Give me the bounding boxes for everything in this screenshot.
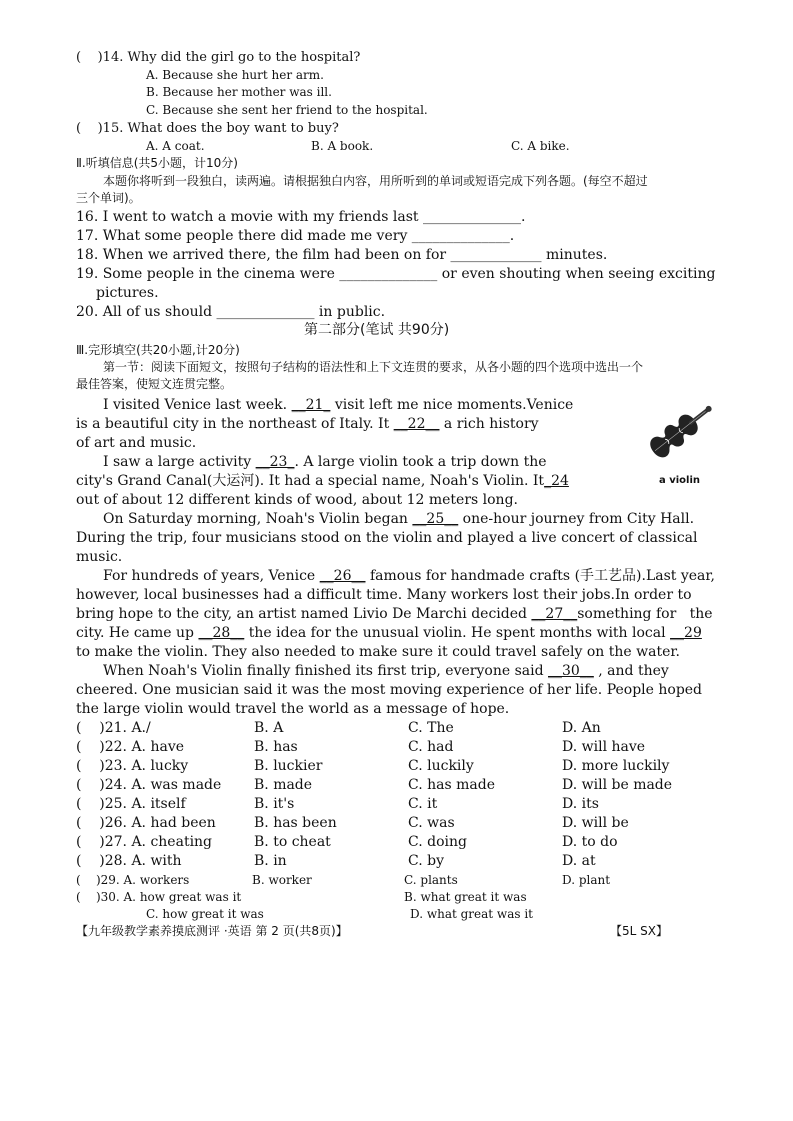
option-d: D. more luckily: [562, 758, 670, 774]
blank-25: __25__: [412, 511, 459, 527]
option-b: B. luckier: [254, 758, 323, 774]
passage-line: city's Grand Canal(大运河). It had a special name, Noah's Violin. It_24: [76, 473, 569, 489]
blank-26: __26__: [319, 568, 366, 584]
section-3-heading: Ⅲ.完形填空(共20小题,计20分): [76, 343, 240, 357]
option-d: D. will have: [562, 739, 646, 755]
option-b: B. A: [254, 720, 284, 736]
option-d: D. will be: [562, 815, 629, 831]
question-14-option-b: B. Because her mother was ill.: [146, 85, 332, 99]
passage-line: On Saturday morning, Noah's Violin began __25__ one-hour journey from City Hall.: [103, 511, 695, 527]
option-c: C. it: [408, 796, 438, 812]
passage-line: When Noah's Violin finally finished its first trip, everyone said __30__ , and they: [103, 663, 669, 679]
question-14-option-a: A. Because she hurt her arm.: [146, 68, 324, 82]
question-18: 18. When we arrived there, the film had been on for _____________ minutes.: [76, 247, 608, 263]
option-row-26: ( )26. A. had been: [76, 815, 216, 831]
option-row-22: ( )22. A. have: [76, 739, 185, 755]
option-row-21: ( )21. A./: [76, 720, 151, 736]
option-c: C. The: [408, 720, 454, 736]
section-2-instruction-cont: 三个单词)。: [76, 191, 141, 205]
passage-line: out of about 12 different kinds of wood, about 12 meters long.: [76, 492, 518, 508]
option-d: D. will be made: [562, 777, 673, 793]
option-b: B. has: [254, 739, 298, 755]
option-row-23: ( )23. A. lucky: [76, 758, 189, 774]
option-d: D. what great was it: [410, 907, 533, 921]
blank-22: __22__: [393, 416, 440, 432]
passage-line: During the trip, four musicians stood on the violin and played a live concert of classical: [76, 530, 698, 546]
option-row-24: ( )24. A. was made: [76, 777, 222, 793]
passage-line: is a beautiful city in the northeast of Italy. It __22__ a rich history: [76, 416, 539, 432]
option-row-27: ( )27. A. cheating: [76, 834, 213, 850]
blank-21: __21_: [291, 397, 331, 413]
footer-page-info: 【九年级教学素养摸底测评 ·英语 第 2 页(共8页)】: [76, 924, 348, 938]
footer-code: 【5L SX】: [610, 924, 668, 938]
violin-caption: a violin: [659, 475, 701, 486]
passage-line: bring hope to the city, an artist named Livio De Marchi decided __27__something for the: [76, 606, 713, 622]
passage-line: the large violin would travel the world as a message of hope.: [76, 701, 510, 717]
blank-23: __23_: [255, 454, 295, 470]
question-17: 17. What some people there did made me very ______________.: [76, 228, 515, 244]
question-20: 20. All of us should ______________ in public.: [76, 304, 386, 320]
question-16: 16. I went to watch a movie with my friends last ______________.: [76, 209, 526, 225]
section-2-instruction: 本题你将听到一段独白，读两遍。请根据独白内容，用所听到的单词或短语完成下列各题。(每空不超过: [103, 174, 648, 188]
option-d: D. at: [562, 853, 596, 869]
option-c: C. doing: [408, 834, 467, 850]
option-c: C. how great it was: [146, 907, 264, 921]
option-b: B. made: [254, 777, 313, 793]
passage-line: I visited Venice last week. __21_ visit left me nice moments.Venice: [103, 397, 574, 413]
violin-illustration: [628, 396, 720, 474]
part-2-title: 第二部分(笔试 共90分): [304, 322, 450, 338]
question-14-stem: ( )14. Why did the girl go to the hospital?: [76, 50, 361, 65]
blank-27: __27__: [531, 606, 578, 622]
option-c: C. has made: [408, 777, 495, 793]
option-b: B. it's: [254, 796, 295, 812]
blank-28: __28__: [198, 625, 245, 641]
option-b: B. worker: [252, 873, 312, 887]
option-c: C. luckily: [408, 758, 474, 774]
option-d: D. plant: [562, 873, 611, 887]
option-row-30: ( )30. A. how great was it: [76, 890, 242, 904]
option-d: D. An: [562, 720, 601, 736]
option-b: B. has been: [254, 815, 337, 831]
question-15-option-a: A. A coat.: [146, 139, 205, 153]
passage-line: city. He came up __28__ the idea for the unusual violin. He spent months with local __29: [76, 625, 702, 641]
option-row-25: ( )25. A. itself: [76, 796, 186, 812]
option-c: C. plants: [404, 873, 458, 887]
option-d: D. its: [562, 796, 599, 812]
passage-line: to make the violin. They also needed to make sure it could travel safely on the water.: [76, 644, 680, 660]
passage-line: I saw a large activity __23_. A large violin took a trip down the: [103, 454, 547, 470]
option-c: C. by: [408, 853, 444, 869]
question-19: 19. Some people in the cinema were ______________ or even shouting when seeing exciting: [76, 266, 716, 282]
question-19-cont: pictures.: [96, 285, 159, 301]
blank-30: __30__: [548, 663, 594, 679]
option-b: B. to cheat: [254, 834, 331, 850]
question-15-option-b: B. A book.: [311, 139, 374, 153]
blank-24: _24: [544, 473, 569, 489]
section-3-instruction: 第一节：阅读下面短文，按照句子结构的语法性和上下文连贯的要求，从各小题的四个选项中选出一个: [103, 360, 644, 374]
option-b: B. in: [254, 853, 287, 869]
question-15-option-c: C. A bike.: [511, 139, 570, 153]
question-14-option-c: C. Because she sent her friend to the hospital.: [146, 103, 428, 117]
passage-line: music.: [76, 549, 123, 565]
option-row-28: ( )28. A. with: [76, 853, 182, 869]
option-row-29: ( )29. A. workers: [76, 873, 190, 887]
section-2-heading: Ⅱ.听填信息(共5小题，计10分): [76, 156, 238, 170]
passage-line: however, local businesses had a difficult time. Many workers lost their jobs.In order to: [76, 587, 692, 603]
option-c: C. was: [408, 815, 455, 831]
passage-line: of art and music.: [76, 435, 197, 451]
passage-line: cheered. One musician said it was the most moving experience of her life. People hoped: [76, 682, 703, 698]
question-15-stem: ( )15. What does the boy want to buy?: [76, 121, 339, 136]
passage-line: For hundreds of years, Venice __26__ famous for handmade crafts (手工艺品).Last year,: [103, 568, 715, 584]
section-3-instruction-cont: 最佳答案，使短文连贯完整。: [76, 377, 233, 391]
option-b: B. what great it was: [404, 890, 527, 904]
option-c: C. had: [408, 739, 454, 755]
option-d: D. to do: [562, 834, 618, 850]
blank-29: __29: [670, 625, 702, 641]
